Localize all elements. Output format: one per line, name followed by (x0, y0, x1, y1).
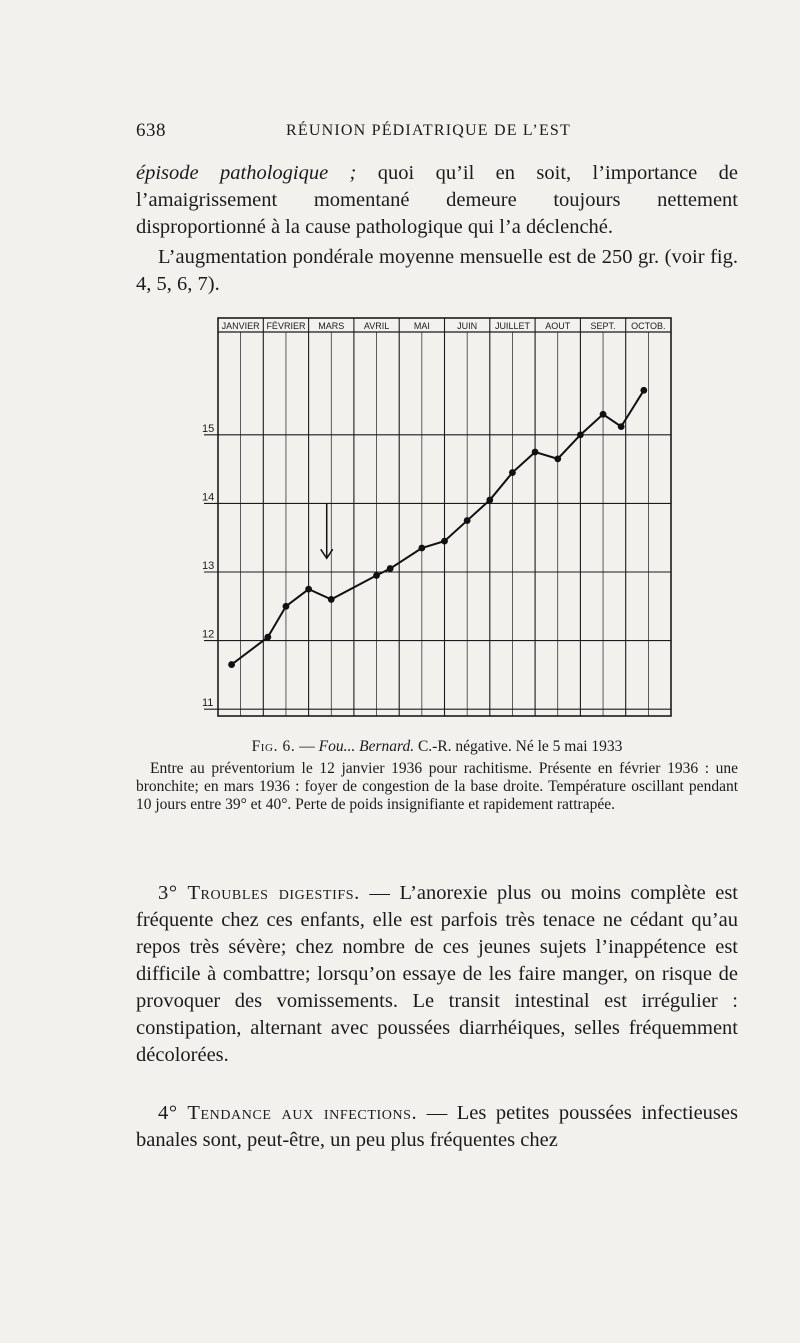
data-point (328, 596, 335, 603)
section-heading-digestive: 3° Troubles digestifs. (158, 882, 360, 904)
paragraph-1-italic: épisode pathologique ; (136, 162, 357, 184)
data-point (464, 517, 471, 524)
month-label: AOUT (545, 321, 571, 331)
caption-line-1-rest: C.-R. négative. Né le 5 mai 1933 (414, 738, 623, 755)
y-tick-label: 12 (202, 628, 215, 641)
page-number: 638 (136, 120, 166, 141)
figure-label: Fig. 6. (251, 738, 296, 755)
paragraph-2: L’augmentation pondérale moyenne mensuelle est de 250 gr. (voir fig. 4, 5, 6, 7). (136, 246, 738, 295)
data-point (618, 423, 625, 430)
month-label: MAI (413, 321, 430, 331)
running-title: RÉUNION PÉDIATRIQUE DE L’EST (286, 122, 571, 139)
data-point (283, 603, 290, 610)
weight-chart (196, 314, 680, 722)
month-label: JANVIER (221, 321, 260, 331)
data-point (600, 411, 607, 418)
caption-line-1 (136, 738, 738, 756)
figure-caption (136, 738, 738, 814)
data-point (577, 431, 584, 438)
month-label: JUIN (457, 321, 478, 331)
month-label: SEPT. (590, 321, 616, 331)
data-point (532, 449, 539, 456)
month-label: OCTOB. (631, 321, 666, 331)
month-label: AVRIL (363, 321, 390, 331)
data-point (509, 469, 516, 476)
data-point (228, 661, 235, 668)
month-label: FÉVRIER (266, 321, 306, 331)
caption-dash: — (295, 738, 319, 755)
y-tick-label: 14 (202, 491, 215, 504)
paragraph-3 (136, 880, 738, 1069)
data-point (640, 387, 647, 394)
caption-body: Entre au préventorium le 12 janvier 1936 pour rachitisme. Présente en février 1936 : une bronchite; en mars 1936 : foyer de congestion de la base droite. Température oscillant pendant 10 jours entre 39° et 40°. Perte de poids insignifiante et rapidement rattrapée. (136, 760, 738, 813)
paragraph-3-text: — L’anorexie plus ou moins complète est fréquente chez ces enfants, elle est parfois très tenace ne cédant qu’au repos très sévère; chez nombre de ces jeunes sujets l’inappétence est difficile à combattre; lorsqu’on essaye de les faire manger, on risque de provoquer des vomissements. Le transit intestinal est irrégulier : constipation, alternant avec poussées diarrhéiques, selles fréquemment décolorées. (136, 882, 739, 1066)
data-point (387, 565, 394, 572)
data-point (418, 545, 425, 552)
patient-name: Fou... Bernard. (318, 738, 415, 755)
data-point (373, 572, 380, 579)
paragraph-4 (136, 1100, 738, 1154)
weight-line (232, 390, 644, 664)
month-label: MARS (318, 321, 345, 331)
paragraph-1 (136, 160, 738, 241)
paragraph-4-text: — Les petites poussées infectieuses banales sont, peut-être, un peu plus fréquentes chez (136, 1102, 738, 1151)
y-tick-label: 13 (202, 560, 215, 572)
data-point (486, 497, 493, 504)
y-tick-label: 11 (202, 697, 214, 710)
data-point (305, 586, 312, 593)
data-point (441, 538, 448, 545)
running-header (136, 120, 736, 144)
section-heading-infections: 4° Tendance aux infections. (158, 1102, 418, 1124)
data-point (264, 634, 271, 641)
paragraph-1-text: quoi qu’il en soit, l’importance de l’amaigrissement momentané demeure toujours nettement disproportionné à la cause pathologique qui l’a déclenché. (136, 162, 738, 238)
y-tick-label: 15 (202, 422, 215, 435)
data-point (554, 455, 561, 462)
month-label: JUILLET (494, 321, 530, 331)
